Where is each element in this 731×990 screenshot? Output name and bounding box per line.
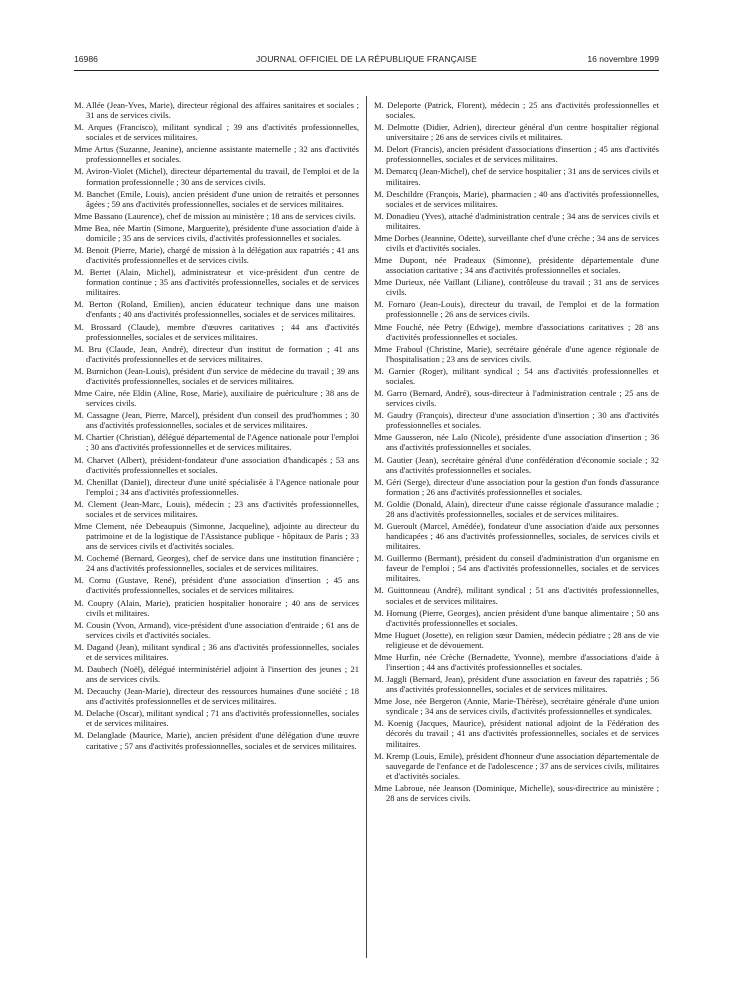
list-item: M. Hornung (Pierre, Georges), ancien président d'une banque alimentaire ; 50 ans d'activités professionnelles et sociales.: [374, 607, 659, 628]
list-item: M. Delort (Francis), ancien président d'associations d'insertion ; 45 ans d'activités professionnelles, sociales et de services militaires.: [374, 144, 659, 165]
left-column: [74, 100, 359, 960]
page-number: 16986: [74, 54, 98, 64]
list-item: Mme Bea, née Martin (Simone, Marguerite), présidente d'une association d'aide à domicile ; 35 ans de services civils, d'activités professionnelles et sociales.: [74, 222, 359, 243]
list-item: Mme Dorbes (Jeannine, Odette), surveillante chef d'une crèche ; 34 ans de services civils et d'activités sociales.: [374, 232, 659, 254]
list-item: M. Demarcq (Jean-Michel), chef de service hospitalier ; 31 ans de services civils et militaires.: [374, 166, 659, 187]
list-item: M. Dagand (Jean), militant syndical ; 36 ans d'activités professionnelles, sociales et de services militaires.: [74, 641, 359, 662]
list-item: M. Cassagne (Jean, Pierre, Marcel), président d'un conseil des prud'hommes ; 30 ans d'activités professionnelles, sociales et de services militaires.: [74, 410, 359, 431]
list-item: M. Allée (Jean-Yves, Marie), directeur régional des affaires sanitaires et sociales ; 31 ans de services civils.: [74, 100, 359, 121]
list-item: M. Delache (Oscar), militant syndical ; 71 ans d'activités professionnelles, sociales et de services militaires.: [74, 708, 359, 729]
list-item: Mme Dupont, née Pradeaux (Simonne), présidente départementale d'une association caritative ; 34 ans d'activités professionnelles et sociales.: [374, 255, 659, 276]
list-item: M. Cousin (Yvon, Armand), vice-président d'une association d'entraide ; 61 ans de services civils et d'activités sociales.: [74, 619, 359, 640]
list-item: M. Chartier (Christian), délégué départemental de l'Agence nationale pour l'emploi ; 30 ans d'activités professionnelles et de services militaires.: [74, 432, 359, 453]
list-item: Mme Huguet (Josette), en religion sœur Damien, médecin pédiatre ; 28 ans de vie religieuse et de dévouement.: [374, 629, 659, 650]
list-item: M. Koenig (Jacques, Maurice), président national adjoint de la Fédération des décorés du travail ; 41 ans d'activités professionnelles, sociales et de services militaires.: [374, 718, 659, 749]
list-item: Mme Durieux, née Vaillant (Liliane), contrôleuse du travail ; 31 ans de services civils.: [374, 277, 659, 298]
list-item: M. Géri (Serge), directeur d'une association pour la gestion d'un fonds d'assurance formation ; 26 ans d'activités professionnelles et sociales.: [374, 476, 659, 497]
list-item: M. Delmotte (Didier, Adrien), directeur général d'un centre hospitalier régional universitaire ; 26 ans de services civils et militaires.: [374, 122, 659, 143]
list-item: M. Cornu (Gustave, René), président d'une association d'insertion ; 45 ans d'activités professionnelles, sociales et de services militaires.: [74, 575, 359, 596]
list-item: M. Gueroult (Marcel, Amédée), fondateur d'une association d'aide aux personnes handicapées ; 46 ans d'activités professionnelles, sociales, de services civils et militaires.: [374, 520, 659, 552]
list-item: M. Gautier (Jean), secrétaire général d'une confédération d'économie sociale ; 32 ans d'activités professionnelles et sociales.: [374, 454, 659, 475]
list-item: M. Chenillat (Daniel), directeur d'une unité spécialisée à l'Agence nationale pour l'emploi ; 34 ans d'activités professionnelles.: [74, 476, 359, 497]
journal-title: JOURNAL OFFICIEL DE LA RÉPUBLIQUE FRANÇAISE: [256, 54, 477, 64]
list-item: M. Banchet (Emile, Louis), ancien président d'une union de retraités et personnes âgées ; 59 ans d'activités professionnelles, sociales et de services militaires.: [74, 188, 359, 209]
page-header: [74, 54, 659, 67]
list-item: M. Burnichon (Jean-Louis), président d'un service de médecine du travail ; 39 ans d'activités professionnelles, sociales et de services militaires.: [74, 365, 359, 386]
list-item: Mme Fraboul (Christine, Marie), secrétaire générale d'une agence régionale de l'hospitalisation ; 23 ans de services civils.: [374, 343, 659, 364]
right-column: [374, 100, 659, 960]
list-item: M. Clement (Jean-Marc, Louis), médecin ; 23 ans d'activités professionnelles, sociales et de services militaires.: [74, 498, 359, 519]
header-rule: [74, 70, 659, 71]
list-item: M. Guittonneau (André), militant syndical ; 51 ans d'activités professionnelles, sociales et de services militaires.: [374, 585, 659, 606]
list-item: M. Cochemé (Bernard, Georges), chef de service dans une institution financière ; 24 ans d'activités professionnelles, sociales et de services militaires.: [74, 553, 359, 574]
list-item: Mme Labroue, née Jeanson (Dominique, Michelle), sous-directrice au ministère ; 28 ans de services civils.: [374, 782, 659, 803]
list-item: M. Deschildre (François, Marie), pharmacien ; 40 ans d'activités professionnelles, sociales et de services militaires.: [374, 188, 659, 209]
column-divider: [366, 96, 367, 958]
list-item: M. Fornaro (Jean-Louis), directeur du travail, de l'emploi et de la formation professionnelle ; 26 ans de services civils.: [374, 299, 659, 320]
list-item: M. Gaudry (François), directeur d'une association d'insertion ; 30 ans d'activités professionnelles et sociales.: [374, 410, 659, 431]
list-item: Mme Gausseron, née Lalo (Nicole), présidente d'une association d'insertion ; 36 ans d'activités professionnelles et sociales.: [374, 432, 659, 453]
list-item: M. Coupry (Alain, Marie), praticien hospitalier honoraire ; 40 ans de services civils et militaires.: [74, 597, 359, 618]
list-item: M. Garro (Bernard, André), sous-directeur à l'administration centrale ; 25 ans de services civils.: [374, 388, 659, 409]
list-item: M. Charvet (Albert), président-fondateur d'une association d'handicapés ; 53 ans d'activités professionnelles et sociales.: [74, 454, 359, 475]
list-item: Mme Caire, née Eldin (Aline, Rose, Marie), auxiliaire de puériculture ; 38 ans de services civils.: [74, 388, 359, 409]
list-item: M. Goldie (Donald, Alain), directeur d'une caisse régionale d'assurance maladie ; 28 ans d'activités professionnelles, sociales et de services militaires.: [374, 498, 659, 519]
list-item: M. Deleporte (Patrick, Florent), médecin ; 25 ans d'activités professionnelles et sociales.: [374, 100, 659, 121]
list-item: M. Jaggli (Bernard, Jean), président d'une association en faveur des rapatriés ; 56 ans d'activités professionnelles, sociales et de services militaires.: [374, 674, 659, 695]
list-item: Mme Jose, née Bergeron (Annie, Marie-Thérèse), secrétaire générale d'une union syndicale ; 34 ans de services civils, d'activités professionnelles et syndicales.: [374, 696, 659, 717]
list-item: M. Berton (Roland, Emilien), ancien éducateur technique dans une maison d'enfants ; 40 ans d'activités professionnelles, sociales et de services militaires.: [74, 299, 359, 320]
list-item: M. Delanglade (Maurice, Marie), ancien président d'une délégation d'une œuvre caritative ; 57 ans d'activités professionnelles, sociales et de services militaires.: [74, 730, 359, 751]
list-item: M. Brossard (Claude), membre d'œuvres caritatives ; 44 ans d'activités professionnelles, sociales et de services militaires.: [74, 321, 359, 342]
list-item: Mme Hurfin, née Crèche (Bernadette, Yvonne), membre d'associations d'aide à l'insertion ; 44 ans d'activités professionnelles et sociales.: [374, 651, 659, 672]
list-item: M. Arques (Francisco), militant syndical ; 39 ans d'activités professionnelles, sociales et de services militaires.: [74, 122, 359, 143]
list-item: Mme Fouché, née Petry (Edwige), membre d'associations caritatives ; 28 ans d'activités professionnelles et sociales.: [374, 321, 659, 342]
list-item: Mme Bassano (Laurence), chef de mission au ministère ; 18 ans de services civils.: [74, 210, 356, 221]
list-item: Mme Clement, née Debeaupuis (Simonne, Jacqueline), adjointe au directeur du patrimoine et de la logistique de l'Assistance publique - hôpitaux de Paris ; 33 ans de services civils et d'activités sociales.: [74, 520, 359, 552]
list-item: M. Garnier (Roger), militant syndical ; 54 ans d'activités professionnelles et sociales.: [374, 365, 659, 386]
list-item: M. Decauchy (Jean-Marie), directeur des ressources humaines d'une société ; 18 ans d'activités professionnelles et de services militaires.: [74, 686, 359, 707]
list-item: M. Bru (Claude, Jean, André), directeur d'un institut de formation ; 41 ans d'activités professionnelles et de services militaires.: [74, 343, 359, 364]
list-item: M. Kremp (Louis, Emile), président d'honneur d'une association départementale de sauvegarde de l'enfance et de l'adolescence ; 37 ans de services civils, militaires et d'activités sociales.: [374, 750, 659, 781]
list-item: M. Benoit (Pierre, Marie), chargé de mission à la délégation aux rapatriés ; 41 ans d'activités professionnelles et de services civils.: [74, 245, 359, 266]
issue-date: 16 novembre 1999: [587, 54, 659, 64]
list-item: M. Donadieu (Yves), attaché d'administration centrale ; 34 ans de services civils et militaires.: [374, 210, 659, 231]
list-item: M. Daubech (Noël), délégué interministériel adjoint à l'insertion des jeunes ; 21 ans de services civils.: [74, 663, 359, 685]
list-item: M. Aviron-Violet (Michel), directeur départemental du travail, de l'emploi et de la formation professionnelle ; 30 ans de services civils.: [74, 166, 359, 187]
list-item: M. Guillermo (Bermant), président du conseil d'administration d'un organisme en faveur de l'emploi ; 54 ans d'activités professionnelles, sociales et de services militaires.: [374, 553, 659, 584]
list-item: Mme Artus (Suzanne, Jeanine), ancienne assistante maternelle ; 32 ans d'activités professionnelles et sociales.: [74, 144, 359, 165]
list-item: M. Bertet (Alain, Michel), administrateur et vice-président d'un centre de formation continue ; 35 ans d'activités professionnelles, sociales et de services militaires.: [74, 267, 359, 298]
